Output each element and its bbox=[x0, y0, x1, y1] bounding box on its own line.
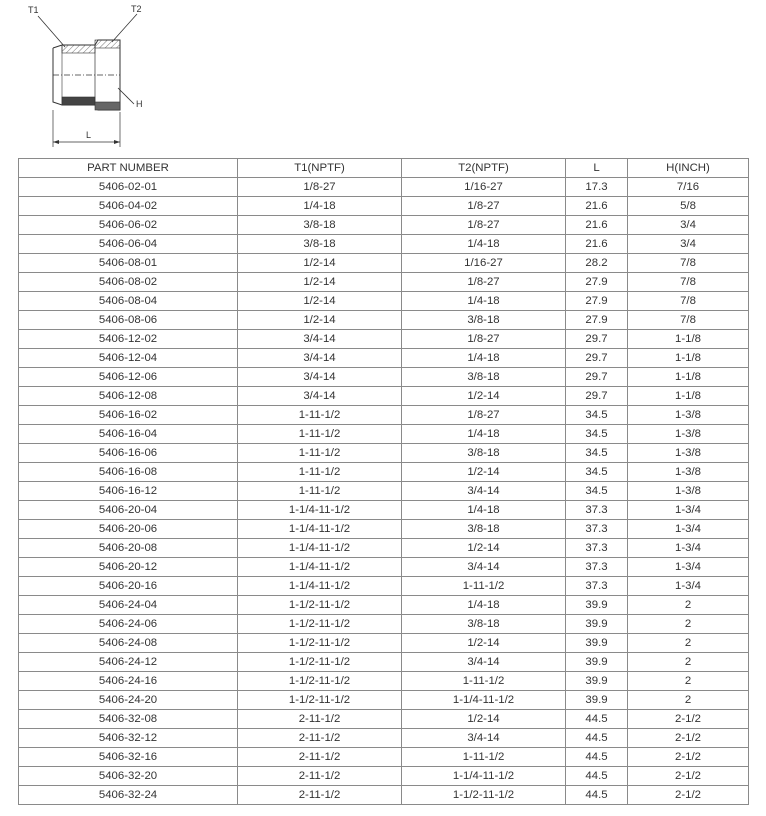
table-row bbox=[19, 710, 749, 729]
l-cell: 37.3 bbox=[566, 539, 628, 558]
section-hatch-top-right bbox=[95, 40, 120, 48]
table-header-row bbox=[19, 159, 749, 178]
table-row bbox=[19, 178, 749, 197]
table-row bbox=[19, 786, 749, 805]
section-hatch-top bbox=[62, 45, 95, 53]
part-number-cell: 5406-04-02 bbox=[19, 197, 238, 216]
l-cell: 44.5 bbox=[566, 786, 628, 805]
table-row bbox=[19, 596, 749, 615]
t2-cell: 1-11-1/2 bbox=[402, 672, 566, 691]
t1-cell: 3/4-14 bbox=[238, 349, 402, 368]
header-h: H(INCH) bbox=[628, 159, 749, 178]
t2-cell: 1/4-18 bbox=[402, 596, 566, 615]
part-number-cell: 5406-16-04 bbox=[19, 425, 238, 444]
table-row bbox=[19, 520, 749, 539]
h-cell: 2-1/2 bbox=[628, 748, 749, 767]
h-cell: 7/8 bbox=[628, 311, 749, 330]
part-number-cell: 5406-20-04 bbox=[19, 501, 238, 520]
h-cell: 1-1/8 bbox=[628, 387, 749, 406]
t1-cell: 1-1/4-11-1/2 bbox=[238, 558, 402, 577]
l-cell: 21.6 bbox=[566, 216, 628, 235]
h-cell: 1-3/4 bbox=[628, 501, 749, 520]
part-number-cell: 5406-32-12 bbox=[19, 729, 238, 748]
table-row bbox=[19, 444, 749, 463]
t1-cell: 1/2-14 bbox=[238, 311, 402, 330]
table-row bbox=[19, 216, 749, 235]
l-cell: 37.3 bbox=[566, 558, 628, 577]
t2-cell: 1/8-27 bbox=[402, 216, 566, 235]
t2-cell: 1/8-27 bbox=[402, 330, 566, 349]
t2-cell: 3/4-14 bbox=[402, 482, 566, 501]
header-l: L bbox=[566, 159, 628, 178]
t2-cell: 1-1/2-11-1/2 bbox=[402, 786, 566, 805]
h-cell: 1-1/8 bbox=[628, 330, 749, 349]
t2-cell: 3/8-18 bbox=[402, 520, 566, 539]
header-part-number: PART NUMBER bbox=[19, 159, 238, 178]
table-row bbox=[19, 634, 749, 653]
l-cell: 27.9 bbox=[566, 292, 628, 311]
h-cell: 7/8 bbox=[628, 254, 749, 273]
h-cell: 2 bbox=[628, 634, 749, 653]
t1-cell: 1-11-1/2 bbox=[238, 425, 402, 444]
t2-cell: 1/8-27 bbox=[402, 406, 566, 425]
part-number-cell: 5406-16-06 bbox=[19, 444, 238, 463]
l-cell: 29.7 bbox=[566, 330, 628, 349]
t1-leader bbox=[38, 16, 65, 47]
part-number-cell: 5406-12-06 bbox=[19, 368, 238, 387]
h-cell: 5/8 bbox=[628, 197, 749, 216]
h-cell: 2-1/2 bbox=[628, 767, 749, 786]
label-t1: T1 bbox=[28, 5, 39, 15]
part-number-cell: 5406-32-24 bbox=[19, 786, 238, 805]
t1-cell: 2-11-1/2 bbox=[238, 767, 402, 786]
l-cell: 17.3 bbox=[566, 178, 628, 197]
l-cell: 39.9 bbox=[566, 653, 628, 672]
table-row bbox=[19, 197, 749, 216]
h-cell: 3/4 bbox=[628, 235, 749, 254]
part-number-cell: 5406-02-01 bbox=[19, 178, 238, 197]
t2-cell: 1/2-14 bbox=[402, 463, 566, 482]
t1-cell: 1-11-1/2 bbox=[238, 482, 402, 501]
l-cell: 34.5 bbox=[566, 425, 628, 444]
h-cell: 1-3/8 bbox=[628, 463, 749, 482]
t1-cell: 1-1/2-11-1/2 bbox=[238, 596, 402, 615]
table-row bbox=[19, 539, 749, 558]
label-l: L bbox=[86, 130, 92, 140]
table-row bbox=[19, 501, 749, 520]
table-row bbox=[19, 691, 749, 710]
t2-cell: 3/8-18 bbox=[402, 368, 566, 387]
table-row bbox=[19, 653, 749, 672]
l-cell: 44.5 bbox=[566, 767, 628, 786]
t1-cell: 2-11-1/2 bbox=[238, 710, 402, 729]
l-cell: 39.9 bbox=[566, 691, 628, 710]
t2-cell: 3/4-14 bbox=[402, 653, 566, 672]
t2-cell: 1-11-1/2 bbox=[402, 577, 566, 596]
t1-cell: 2-11-1/2 bbox=[238, 729, 402, 748]
part-number-cell: 5406-12-08 bbox=[19, 387, 238, 406]
t2-cell: 1/4-18 bbox=[402, 292, 566, 311]
t2-cell: 1/2-14 bbox=[402, 387, 566, 406]
t2-cell: 1/4-18 bbox=[402, 425, 566, 444]
h-cell: 7/16 bbox=[628, 178, 749, 197]
table-row bbox=[19, 748, 749, 767]
table-row bbox=[19, 273, 749, 292]
l-cell: 28.2 bbox=[566, 254, 628, 273]
h-cell: 2 bbox=[628, 596, 749, 615]
t2-cell: 3/8-18 bbox=[402, 444, 566, 463]
part-number-cell: 5406-06-02 bbox=[19, 216, 238, 235]
t2-cell: 3/4-14 bbox=[402, 558, 566, 577]
part-number-cell: 5406-06-04 bbox=[19, 235, 238, 254]
part-number-cell: 5406-08-04 bbox=[19, 292, 238, 311]
h-cell: 7/8 bbox=[628, 273, 749, 292]
t1-cell: 3/4-14 bbox=[238, 330, 402, 349]
label-h: H bbox=[136, 99, 143, 109]
part-number-cell: 5406-24-04 bbox=[19, 596, 238, 615]
label-t2: T2 bbox=[131, 4, 142, 14]
l-cell: 39.9 bbox=[566, 596, 628, 615]
part-number-cell: 5406-32-20 bbox=[19, 767, 238, 786]
l-cell: 39.9 bbox=[566, 615, 628, 634]
l-cell: 29.7 bbox=[566, 349, 628, 368]
t1-cell: 1/2-14 bbox=[238, 254, 402, 273]
h-cell: 2 bbox=[628, 615, 749, 634]
l-cell: 27.9 bbox=[566, 311, 628, 330]
t1-cell: 2-11-1/2 bbox=[238, 748, 402, 767]
l-cell: 37.3 bbox=[566, 577, 628, 596]
part-number-cell: 5406-16-12 bbox=[19, 482, 238, 501]
h-cell: 2-1/2 bbox=[628, 786, 749, 805]
t1-cell: 3/4-14 bbox=[238, 368, 402, 387]
h-cell: 1-3/8 bbox=[628, 482, 749, 501]
table-row bbox=[19, 463, 749, 482]
t1-cell: 1-1/2-11-1/2 bbox=[238, 653, 402, 672]
t1-cell: 1-11-1/2 bbox=[238, 463, 402, 482]
table-row bbox=[19, 330, 749, 349]
part-number-cell: 5406-24-06 bbox=[19, 615, 238, 634]
t1-cell: 1-1/2-11-1/2 bbox=[238, 634, 402, 653]
h-cell: 2 bbox=[628, 672, 749, 691]
table-row bbox=[19, 425, 749, 444]
part-number-cell: 5406-16-08 bbox=[19, 463, 238, 482]
t1-cell: 1-11-1/2 bbox=[238, 406, 402, 425]
table-row bbox=[19, 482, 749, 501]
table-row bbox=[19, 558, 749, 577]
t2-leader bbox=[112, 14, 137, 42]
l-cell: 39.9 bbox=[566, 672, 628, 691]
t1-cell: 1-1/2-11-1/2 bbox=[238, 691, 402, 710]
table-row bbox=[19, 406, 749, 425]
l-cell: 34.5 bbox=[566, 463, 628, 482]
part-number-cell: 5406-08-01 bbox=[19, 254, 238, 273]
table-row bbox=[19, 235, 749, 254]
l-cell: 44.5 bbox=[566, 729, 628, 748]
h-cell: 1-3/8 bbox=[628, 406, 749, 425]
l-cell: 29.7 bbox=[566, 368, 628, 387]
t1-cell: 3/8-18 bbox=[238, 235, 402, 254]
table-body bbox=[19, 178, 749, 805]
l-cell: 44.5 bbox=[566, 748, 628, 767]
fitting-drawing bbox=[0, 0, 170, 150]
h-cell: 1-3/8 bbox=[628, 444, 749, 463]
t2-cell: 1/2-14 bbox=[402, 634, 566, 653]
h-cell: 2-1/2 bbox=[628, 729, 749, 748]
t2-cell: 1/2-14 bbox=[402, 710, 566, 729]
h-cell: 2 bbox=[628, 691, 749, 710]
table-row bbox=[19, 672, 749, 691]
table-row bbox=[19, 387, 749, 406]
part-number-cell: 5406-08-02 bbox=[19, 273, 238, 292]
part-number-cell: 5406-12-04 bbox=[19, 349, 238, 368]
thread-bottom bbox=[62, 97, 95, 105]
h-cell: 7/8 bbox=[628, 292, 749, 311]
t1-cell: 1-11-1/2 bbox=[238, 444, 402, 463]
t2-cell: 1/8-27 bbox=[402, 197, 566, 216]
t1-cell: 2-11-1/2 bbox=[238, 786, 402, 805]
t1-cell: 1-1/2-11-1/2 bbox=[238, 672, 402, 691]
l-cell: 27.9 bbox=[566, 273, 628, 292]
t2-cell: 1/16-27 bbox=[402, 178, 566, 197]
header-t2: T2(NPTF) bbox=[402, 159, 566, 178]
part-number-cell: 5406-20-16 bbox=[19, 577, 238, 596]
table-row bbox=[19, 254, 749, 273]
l-arrow-left bbox=[53, 140, 59, 144]
t2-cell: 1/8-27 bbox=[402, 273, 566, 292]
l-cell: 21.6 bbox=[566, 197, 628, 216]
t2-cell: 3/8-18 bbox=[402, 615, 566, 634]
h-cell: 1-3/4 bbox=[628, 539, 749, 558]
l-cell: 37.3 bbox=[566, 501, 628, 520]
l-cell: 29.7 bbox=[566, 387, 628, 406]
h-cell: 1-3/4 bbox=[628, 520, 749, 539]
h-cell: 1-3/4 bbox=[628, 558, 749, 577]
table-row bbox=[19, 349, 749, 368]
header-t1: T1(NPTF) bbox=[238, 159, 402, 178]
l-arrow-right bbox=[114, 140, 120, 144]
h-cell: 1-3/4 bbox=[628, 577, 749, 596]
t2-cell: 1-11-1/2 bbox=[402, 748, 566, 767]
l-cell: 44.5 bbox=[566, 710, 628, 729]
part-number-cell: 5406-20-12 bbox=[19, 558, 238, 577]
t2-cell: 3/8-18 bbox=[402, 311, 566, 330]
t1-cell: 1-1/4-11-1/2 bbox=[238, 539, 402, 558]
t2-cell: 1-1/4-11-1/2 bbox=[402, 767, 566, 786]
part-number-cell: 5406-32-08 bbox=[19, 710, 238, 729]
t1-cell: 3/8-18 bbox=[238, 216, 402, 235]
t2-cell: 1/16-27 bbox=[402, 254, 566, 273]
t2-cell: 1/2-14 bbox=[402, 539, 566, 558]
part-number-cell: 5406-24-16 bbox=[19, 672, 238, 691]
table-row bbox=[19, 311, 749, 330]
t1-cell: 1-1/4-11-1/2 bbox=[238, 501, 402, 520]
t1-cell: 1-1/4-11-1/2 bbox=[238, 577, 402, 596]
h-cell: 2-1/2 bbox=[628, 710, 749, 729]
part-number-cell: 5406-08-06 bbox=[19, 311, 238, 330]
t1-cell: 3/4-14 bbox=[238, 387, 402, 406]
t1-cell: 1-1/4-11-1/2 bbox=[238, 520, 402, 539]
h-cell: 1-1/8 bbox=[628, 368, 749, 387]
part-number-cell: 5406-12-02 bbox=[19, 330, 238, 349]
t1-cell: 1/8-27 bbox=[238, 178, 402, 197]
part-number-cell: 5406-24-12 bbox=[19, 653, 238, 672]
table-row bbox=[19, 577, 749, 596]
table-row bbox=[19, 729, 749, 748]
part-number-cell: 5406-32-16 bbox=[19, 748, 238, 767]
t2-cell: 1/4-18 bbox=[402, 235, 566, 254]
h-cell: 1-1/8 bbox=[628, 349, 749, 368]
t1-cell: 1-1/2-11-1/2 bbox=[238, 615, 402, 634]
t2-cell: 1/4-18 bbox=[402, 349, 566, 368]
t1-cell: 1/4-18 bbox=[238, 197, 402, 216]
spec-table bbox=[18, 158, 749, 805]
part-number-cell: 5406-24-08 bbox=[19, 634, 238, 653]
table-row bbox=[19, 615, 749, 634]
t1-cell: 1/2-14 bbox=[238, 273, 402, 292]
h-cell: 1-3/8 bbox=[628, 425, 749, 444]
t2-cell: 3/4-14 bbox=[402, 729, 566, 748]
table-row bbox=[19, 368, 749, 387]
l-cell: 21.6 bbox=[566, 235, 628, 254]
hex-bottom bbox=[95, 102, 120, 110]
h-cell: 2 bbox=[628, 653, 749, 672]
table-row bbox=[19, 292, 749, 311]
l-cell: 34.5 bbox=[566, 444, 628, 463]
t1-cell: 1/2-14 bbox=[238, 292, 402, 311]
l-cell: 39.9 bbox=[566, 634, 628, 653]
t2-cell: 1-1/4-11-1/2 bbox=[402, 691, 566, 710]
part-number-cell: 5406-20-08 bbox=[19, 539, 238, 558]
part-number-cell: 5406-16-02 bbox=[19, 406, 238, 425]
h-cell: 3/4 bbox=[628, 216, 749, 235]
table-row bbox=[19, 767, 749, 786]
l-cell: 34.5 bbox=[566, 406, 628, 425]
l-cell: 34.5 bbox=[566, 482, 628, 501]
t2-cell: 1/4-18 bbox=[402, 501, 566, 520]
part-number-cell: 5406-20-06 bbox=[19, 520, 238, 539]
l-cell: 37.3 bbox=[566, 520, 628, 539]
part-number-cell: 5406-24-20 bbox=[19, 691, 238, 710]
